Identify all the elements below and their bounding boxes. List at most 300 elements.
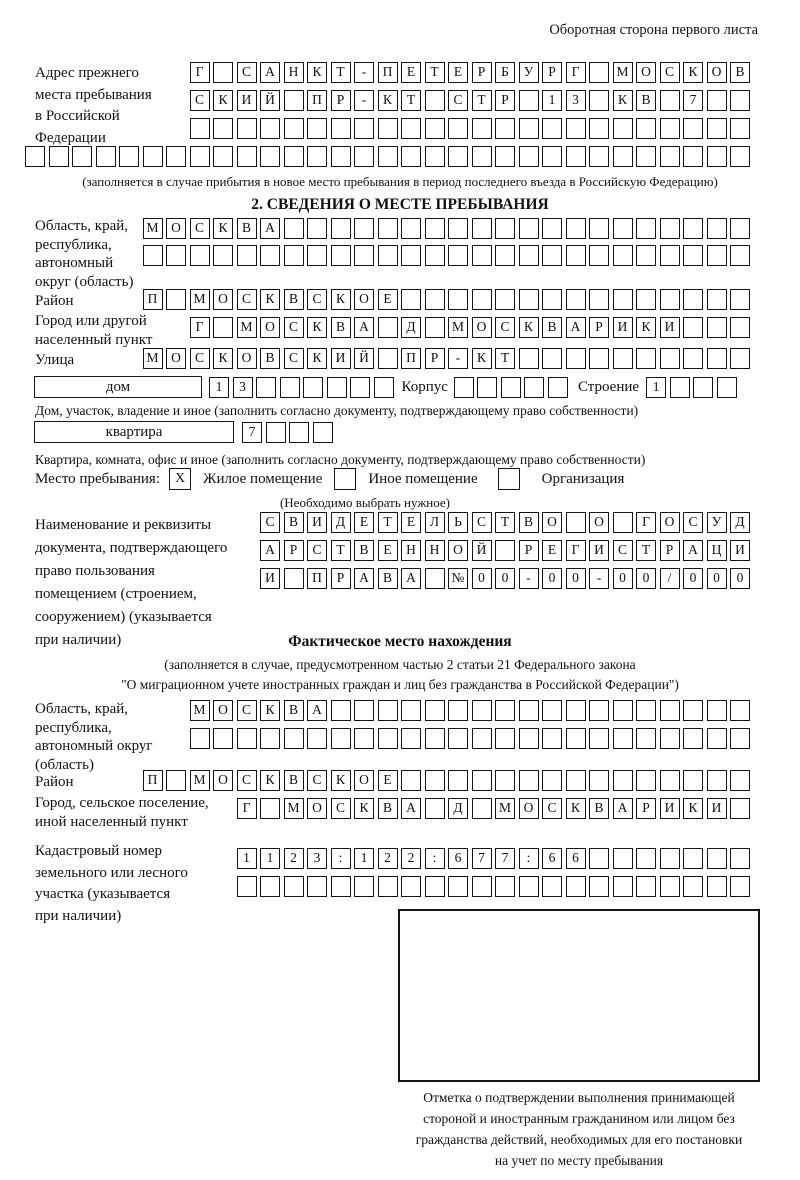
char-cell[interactable] <box>566 218 586 239</box>
char-cell[interactable] <box>472 728 492 749</box>
char-cell[interactable]: И <box>331 348 351 369</box>
char-cell[interactable] <box>213 62 233 83</box>
char-cell[interactable] <box>519 876 539 897</box>
char-cell[interactable]: С <box>284 317 304 338</box>
char-cell[interactable]: О <box>589 512 609 533</box>
district-grid-row[interactable] <box>143 289 751 310</box>
char-cell[interactable] <box>636 146 656 167</box>
char-cell[interactable] <box>636 876 656 897</box>
char-cell[interactable] <box>331 118 351 139</box>
char-cell[interactable] <box>425 728 445 749</box>
char-cell[interactable] <box>613 848 633 869</box>
char-cell[interactable]: О <box>660 512 680 533</box>
char-cell[interactable]: С <box>660 62 680 83</box>
char-cell[interactable] <box>307 876 327 897</box>
char-cell[interactable]: А <box>260 218 280 239</box>
char-cell[interactable]: 3 <box>307 848 327 869</box>
char-cell[interactable] <box>707 289 727 310</box>
char-cell[interactable]: И <box>589 540 609 561</box>
char-cell[interactable] <box>660 700 680 721</box>
char-cell[interactable]: А <box>307 700 327 721</box>
char-cell[interactable] <box>425 118 445 139</box>
char-cell[interactable]: К <box>213 348 233 369</box>
char-cell[interactable]: В <box>589 798 609 819</box>
char-cell[interactable] <box>307 218 327 239</box>
char-cell[interactable] <box>472 798 492 819</box>
char-cell[interactable]: П <box>378 62 398 83</box>
char-cell[interactable]: Г <box>636 512 656 533</box>
char-cell[interactable]: Р <box>331 568 351 589</box>
char-cell[interactable]: К <box>472 348 492 369</box>
char-cell[interactable] <box>472 245 492 266</box>
char-cell[interactable] <box>378 876 398 897</box>
char-cell[interactable] <box>237 728 257 749</box>
char-cell[interactable] <box>613 146 633 167</box>
char-cell[interactable] <box>707 876 727 897</box>
cadastral-grid-row-1[interactable] <box>237 848 751 869</box>
char-cell[interactable] <box>660 848 680 869</box>
char-cell[interactable] <box>542 770 562 791</box>
char-cell[interactable]: 0 <box>707 568 727 589</box>
char-cell[interactable] <box>284 146 304 167</box>
char-cell[interactable]: С <box>448 90 468 111</box>
char-cell[interactable] <box>472 700 492 721</box>
char-cell[interactable]: Г <box>566 540 586 561</box>
char-cell[interactable]: С <box>307 770 327 791</box>
char-cell[interactable] <box>454 377 474 398</box>
char-cell[interactable] <box>730 118 750 139</box>
char-cell[interactable] <box>289 422 309 443</box>
char-cell[interactable]: Д <box>331 512 351 533</box>
char-cell[interactable]: М <box>237 317 257 338</box>
char-cell[interactable]: Е <box>378 289 398 310</box>
char-cell[interactable] <box>660 218 680 239</box>
char-cell[interactable]: И <box>660 798 680 819</box>
char-cell[interactable] <box>636 848 656 869</box>
char-cell[interactable]: Е <box>401 62 421 83</box>
char-cell[interactable] <box>730 798 750 819</box>
char-cell[interactable]: В <box>331 317 351 338</box>
char-cell[interactable]: Д <box>448 798 468 819</box>
char-cell[interactable]: П <box>143 770 163 791</box>
char-cell[interactable]: Е <box>448 62 468 83</box>
char-cell[interactable] <box>190 728 210 749</box>
char-cell[interactable] <box>448 700 468 721</box>
char-cell[interactable] <box>378 146 398 167</box>
char-cell[interactable] <box>354 118 374 139</box>
char-cell[interactable] <box>707 770 727 791</box>
char-cell[interactable] <box>119 146 139 167</box>
char-cell[interactable] <box>307 118 327 139</box>
char-cell[interactable]: К <box>307 62 327 83</box>
char-cell[interactable] <box>284 876 304 897</box>
char-cell[interactable]: : <box>331 848 351 869</box>
char-cell[interactable]: Т <box>425 62 445 83</box>
char-cell[interactable]: 1 <box>260 848 280 869</box>
char-cell[interactable] <box>448 218 468 239</box>
char-cell[interactable] <box>589 218 609 239</box>
char-cell[interactable] <box>166 146 186 167</box>
char-cell[interactable] <box>707 317 727 338</box>
char-cell[interactable] <box>313 422 333 443</box>
char-cell[interactable] <box>501 377 521 398</box>
char-cell[interactable]: К <box>213 90 233 111</box>
char-cell[interactable] <box>495 700 515 721</box>
actual-district-grid-row[interactable] <box>143 770 751 791</box>
char-cell[interactable] <box>472 770 492 791</box>
char-cell[interactable] <box>495 146 515 167</box>
char-cell[interactable] <box>660 770 680 791</box>
char-cell[interactable] <box>707 728 727 749</box>
region-grid-row-1[interactable] <box>143 218 751 239</box>
char-cell[interactable] <box>613 118 633 139</box>
char-cell[interactable]: С <box>237 289 257 310</box>
doc-grid-row-2[interactable] <box>260 540 750 561</box>
char-cell[interactable] <box>613 876 633 897</box>
char-cell[interactable]: О <box>519 798 539 819</box>
char-cell[interactable] <box>166 770 186 791</box>
char-cell[interactable]: Р <box>589 317 609 338</box>
char-cell[interactable]: С <box>284 348 304 369</box>
char-cell[interactable]: Т <box>495 512 515 533</box>
char-cell[interactable]: И <box>707 798 727 819</box>
char-cell[interactable]: Р <box>495 90 515 111</box>
char-cell[interactable]: К <box>260 700 280 721</box>
char-cell[interactable] <box>542 218 562 239</box>
char-cell[interactable] <box>613 700 633 721</box>
char-cell[interactable]: К <box>213 218 233 239</box>
char-cell[interactable]: С <box>307 540 327 561</box>
char-cell[interactable] <box>425 289 445 310</box>
char-cell[interactable]: В <box>237 218 257 239</box>
char-cell[interactable] <box>260 245 280 266</box>
char-cell[interactable]: Н <box>425 540 445 561</box>
korpus-grid[interactable] <box>454 377 568 398</box>
char-cell[interactable] <box>542 118 562 139</box>
char-cell[interactable] <box>213 245 233 266</box>
char-cell[interactable] <box>589 245 609 266</box>
char-cell[interactable]: М <box>190 700 210 721</box>
char-cell[interactable] <box>354 218 374 239</box>
char-cell[interactable] <box>566 876 586 897</box>
char-cell[interactable] <box>636 728 656 749</box>
char-cell[interactable] <box>548 377 568 398</box>
char-cell[interactable] <box>354 728 374 749</box>
char-cell[interactable]: М <box>143 218 163 239</box>
char-cell[interactable]: К <box>260 770 280 791</box>
house-number-grid[interactable] <box>209 377 394 398</box>
char-cell[interactable] <box>143 245 163 266</box>
char-cell[interactable]: 2 <box>378 848 398 869</box>
char-cell[interactable] <box>378 728 398 749</box>
char-cell[interactable] <box>378 218 398 239</box>
char-cell[interactable]: С <box>237 770 257 791</box>
char-cell[interactable] <box>566 289 586 310</box>
char-cell[interactable] <box>660 146 680 167</box>
char-cell[interactable]: Е <box>354 512 374 533</box>
char-cell[interactable] <box>730 317 750 338</box>
char-cell[interactable] <box>589 90 609 111</box>
char-cell[interactable] <box>542 700 562 721</box>
char-cell[interactable] <box>519 218 539 239</box>
char-cell[interactable] <box>730 770 750 791</box>
char-cell[interactable]: Л <box>425 512 445 533</box>
checkbox-organization[interactable] <box>498 468 520 490</box>
char-cell[interactable]: К <box>354 798 374 819</box>
char-cell[interactable]: М <box>143 348 163 369</box>
char-cell[interactable]: Д <box>730 512 750 533</box>
char-cell[interactable]: 0 <box>566 568 586 589</box>
char-cell[interactable] <box>307 245 327 266</box>
char-cell[interactable]: О <box>213 289 233 310</box>
char-cell[interactable] <box>707 348 727 369</box>
char-cell[interactable] <box>143 146 163 167</box>
actual-region-grid-row-1[interactable] <box>190 700 751 721</box>
char-cell[interactable]: Е <box>378 770 398 791</box>
char-cell[interactable]: 7 <box>495 848 515 869</box>
char-cell[interactable]: О <box>472 317 492 338</box>
char-cell[interactable] <box>683 348 703 369</box>
char-cell[interactable] <box>693 377 713 398</box>
char-cell[interactable]: О <box>260 317 280 338</box>
char-cell[interactable] <box>519 118 539 139</box>
actual-region-grid-row-2[interactable] <box>190 728 751 749</box>
char-cell[interactable]: 1 <box>354 848 374 869</box>
char-cell[interactable] <box>670 377 690 398</box>
char-cell[interactable] <box>683 218 703 239</box>
char-cell[interactable]: С <box>237 62 257 83</box>
char-cell[interactable] <box>425 146 445 167</box>
char-cell[interactable] <box>425 218 445 239</box>
char-cell[interactable]: К <box>260 289 280 310</box>
char-cell[interactable]: С <box>237 700 257 721</box>
char-cell[interactable] <box>589 289 609 310</box>
char-cell[interactable] <box>707 245 727 266</box>
char-cell[interactable]: П <box>307 568 327 589</box>
char-cell[interactable] <box>730 146 750 167</box>
char-cell[interactable] <box>636 289 656 310</box>
char-cell[interactable] <box>660 289 680 310</box>
char-cell[interactable] <box>477 377 497 398</box>
char-cell[interactable]: / <box>660 568 680 589</box>
char-cell[interactable]: П <box>307 90 327 111</box>
char-cell[interactable]: К <box>566 798 586 819</box>
checkbox-residential[interactable]: X <box>169 468 191 490</box>
char-cell[interactable] <box>378 245 398 266</box>
char-cell[interactable]: 3 <box>566 90 586 111</box>
char-cell[interactable]: 2 <box>401 848 421 869</box>
char-cell[interactable] <box>730 848 750 869</box>
char-cell[interactable]: Р <box>660 540 680 561</box>
char-cell[interactable]: О <box>166 218 186 239</box>
char-cell[interactable] <box>331 218 351 239</box>
char-cell[interactable]: - <box>354 90 374 111</box>
char-cell[interactable] <box>374 377 394 398</box>
char-cell[interactable]: 3 <box>233 377 253 398</box>
actual-city-grid-row[interactable] <box>237 798 751 819</box>
char-cell[interactable]: Г <box>237 798 257 819</box>
street-grid-row[interactable] <box>143 348 751 369</box>
char-cell[interactable]: 0 <box>636 568 656 589</box>
char-cell[interactable] <box>566 118 586 139</box>
char-cell[interactable]: М <box>190 289 210 310</box>
char-cell[interactable] <box>707 146 727 167</box>
char-cell[interactable]: О <box>166 348 186 369</box>
char-cell[interactable]: О <box>542 512 562 533</box>
char-cell[interactable]: К <box>331 289 351 310</box>
char-cell[interactable] <box>589 348 609 369</box>
char-cell[interactable] <box>660 728 680 749</box>
char-cell[interactable] <box>307 728 327 749</box>
char-cell[interactable]: 1 <box>209 377 229 398</box>
char-cell[interactable] <box>96 146 116 167</box>
apartment-type-box[interactable]: квартира <box>34 421 234 443</box>
char-cell[interactable] <box>589 146 609 167</box>
char-cell[interactable] <box>260 728 280 749</box>
char-cell[interactable] <box>448 289 468 310</box>
char-cell[interactable] <box>425 798 445 819</box>
char-cell[interactable]: 0 <box>613 568 633 589</box>
char-cell[interactable] <box>472 118 492 139</box>
char-cell[interactable] <box>425 568 445 589</box>
char-cell[interactable]: Р <box>636 798 656 819</box>
char-cell[interactable] <box>425 700 445 721</box>
char-cell[interactable] <box>730 876 750 897</box>
char-cell[interactable]: Г <box>566 62 586 83</box>
char-cell[interactable]: - <box>589 568 609 589</box>
char-cell[interactable]: Т <box>378 512 398 533</box>
char-cell[interactable]: О <box>354 289 374 310</box>
char-cell[interactable] <box>495 118 515 139</box>
prev-address-grid-row-4[interactable] <box>25 146 750 167</box>
char-cell[interactable] <box>589 700 609 721</box>
char-cell[interactable] <box>237 146 257 167</box>
char-cell[interactable] <box>266 422 286 443</box>
char-cell[interactable] <box>519 245 539 266</box>
char-cell[interactable] <box>683 876 703 897</box>
char-cell[interactable] <box>495 218 515 239</box>
char-cell[interactable]: К <box>378 90 398 111</box>
char-cell[interactable] <box>707 848 727 869</box>
char-cell[interactable] <box>401 770 421 791</box>
char-cell[interactable]: Т <box>495 348 515 369</box>
char-cell[interactable]: А <box>613 798 633 819</box>
char-cell[interactable] <box>237 876 257 897</box>
char-cell[interactable] <box>542 146 562 167</box>
char-cell[interactable]: М <box>613 62 633 83</box>
char-cell[interactable] <box>542 876 562 897</box>
char-cell[interactable] <box>280 377 300 398</box>
prev-address-grid-row-3[interactable] <box>190 118 751 139</box>
char-cell[interactable]: Н <box>401 540 421 561</box>
char-cell[interactable] <box>425 317 445 338</box>
char-cell[interactable]: С <box>260 512 280 533</box>
char-cell[interactable]: О <box>707 62 727 83</box>
char-cell[interactable] <box>331 245 351 266</box>
char-cell[interactable] <box>49 146 69 167</box>
char-cell[interactable] <box>448 876 468 897</box>
char-cell[interactable]: К <box>683 62 703 83</box>
char-cell[interactable]: Т <box>472 90 492 111</box>
char-cell[interactable] <box>519 90 539 111</box>
char-cell[interactable]: И <box>730 540 750 561</box>
char-cell[interactable] <box>425 245 445 266</box>
char-cell[interactable]: Ц <box>707 540 727 561</box>
char-cell[interactable] <box>331 146 351 167</box>
char-cell[interactable] <box>401 146 421 167</box>
char-cell[interactable]: В <box>519 512 539 533</box>
char-cell[interactable]: И <box>237 90 257 111</box>
char-cell[interactable] <box>331 700 351 721</box>
char-cell[interactable]: Р <box>519 540 539 561</box>
char-cell[interactable]: 0 <box>683 568 703 589</box>
char-cell[interactable]: № <box>448 568 468 589</box>
char-cell[interactable]: Е <box>401 512 421 533</box>
char-cell[interactable] <box>589 62 609 83</box>
char-cell[interactable]: Г <box>190 62 210 83</box>
char-cell[interactable]: П <box>143 289 163 310</box>
char-cell[interactable] <box>566 348 586 369</box>
char-cell[interactable]: А <box>260 540 280 561</box>
char-cell[interactable] <box>566 700 586 721</box>
doc-grid-row-3[interactable] <box>260 568 750 589</box>
char-cell[interactable]: О <box>213 770 233 791</box>
char-cell[interactable]: 6 <box>542 848 562 869</box>
char-cell[interactable]: К <box>331 770 351 791</box>
char-cell[interactable] <box>448 118 468 139</box>
char-cell[interactable]: 7 <box>683 90 703 111</box>
char-cell[interactable] <box>401 245 421 266</box>
char-cell[interactable] <box>613 770 633 791</box>
char-cell[interactable]: А <box>354 568 374 589</box>
char-cell[interactable]: 1 <box>542 90 562 111</box>
char-cell[interactable] <box>613 245 633 266</box>
char-cell[interactable]: 0 <box>730 568 750 589</box>
char-cell[interactable] <box>472 218 492 239</box>
char-cell[interactable]: В <box>284 700 304 721</box>
char-cell[interactable]: М <box>495 798 515 819</box>
char-cell[interactable] <box>472 876 492 897</box>
char-cell[interactable]: 0 <box>495 568 515 589</box>
char-cell[interactable] <box>190 245 210 266</box>
char-cell[interactable]: Е <box>378 540 398 561</box>
char-cell[interactable]: К <box>613 90 633 111</box>
char-cell[interactable] <box>683 728 703 749</box>
char-cell[interactable] <box>519 289 539 310</box>
char-cell[interactable] <box>613 289 633 310</box>
char-cell[interactable] <box>260 146 280 167</box>
char-cell[interactable]: В <box>542 317 562 338</box>
char-cell[interactable]: С <box>472 512 492 533</box>
char-cell[interactable] <box>660 876 680 897</box>
char-cell[interactable]: С <box>542 798 562 819</box>
char-cell[interactable] <box>378 317 398 338</box>
char-cell[interactable] <box>331 876 351 897</box>
char-cell[interactable] <box>519 348 539 369</box>
char-cell[interactable]: Т <box>636 540 656 561</box>
char-cell[interactable] <box>448 770 468 791</box>
char-cell[interactable] <box>589 876 609 897</box>
char-cell[interactable] <box>401 700 421 721</box>
char-cell[interactable]: С <box>307 289 327 310</box>
char-cell[interactable] <box>636 118 656 139</box>
char-cell[interactable]: А <box>354 317 374 338</box>
char-cell[interactable] <box>717 377 737 398</box>
char-cell[interactable] <box>401 876 421 897</box>
char-cell[interactable]: В <box>284 770 304 791</box>
char-cell[interactable]: Й <box>260 90 280 111</box>
char-cell[interactable] <box>542 348 562 369</box>
